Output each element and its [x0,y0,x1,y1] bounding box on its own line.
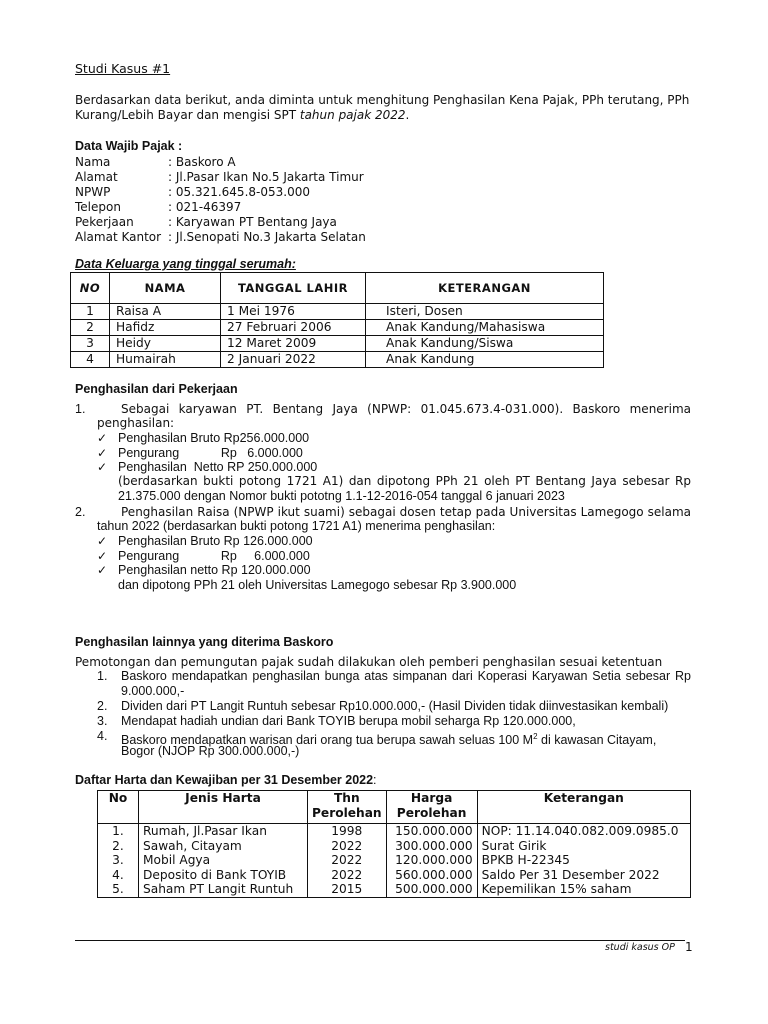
check-icon: ✓ [97,549,108,563]
intro-line-1: Berdasarkan data berikut, anda diminta untuk menghitung Penghasilan Kena Pajak, PPh terutang, PPh [75,93,690,107]
item-1-bullet-2: Pengurang Rp 6.000.000 [118,446,303,460]
lainnya-1-number: 1. [97,669,108,683]
lainnya-4-line-2: Bogor (NJOP Rp 300.000.000,-) [121,744,300,758]
table-row [98,868,691,883]
col-nama: NAMA [110,273,221,304]
wp-value-pekerjaan: : Karyawan PT Bentang Jaya [168,215,337,229]
area-superscript: 2 [533,732,538,741]
item-2-bullet-2: Pengurang Rp 6.000.000 [118,549,310,563]
wp-value-alamat-kantor: : Jl.Senopati No.3 Jakarta Selatan [168,230,366,244]
cell-thn: 2022 [308,868,387,883]
lainnya-intro: Pemotongan dan pemungutan pajak sudah dilakukan oleh pemberi penghasilan sesuai ketentuan [75,655,663,669]
wp-label-pekerjaan: Pekerjaan [75,215,134,229]
cell-thn: 2015 [308,882,387,897]
table-row [71,336,604,352]
col-thn-line-2: Perolehan [312,805,382,820]
col-thn-line-1: Thn [333,791,360,805]
lainnya-1-line-2: 9.000.000,- [121,684,185,698]
cell-no: 4 [71,352,110,368]
check-icon: ✓ [97,460,108,474]
wp-label-nama: Nama [75,155,111,169]
cell-jenis: Deposito di Bank TOYIB [139,868,308,883]
intro-tax-year: tahun pajak 2022 [299,108,406,122]
item-2-bullet-1: Penghasilan Bruto Rp 126.000.000 [118,534,313,548]
page-number: 1 [685,940,693,954]
cell-thn: 2022 [308,853,387,868]
cell-keterangan: Anak Kandung/Siswa [366,336,604,352]
lainnya-2-line-1: Dividen dari PT Langit Runtuh sebesar Rp10.000.000,- (Hasil Dividen tidak diinvestasikan kembali) [121,699,669,713]
intro-text: Kurang/Lebih Bayar dan mengisi SPT [75,108,300,122]
wp-label-alamat: Alamat [75,170,118,184]
family-table [70,272,604,368]
asset-table-header [98,791,691,824]
cell-nama: Heidy [110,336,221,352]
cell-no: 1 [71,304,110,320]
cell-thn: 1998 [308,824,387,839]
intro-line-2 [75,108,409,123]
item-2-line-2: tahun 2022 (berdasarkan bukti potong 1721 A1) menerima penghasilan: [97,519,496,533]
item-1-note-1: (berdasarkan bukti potong 1721 A1) dan dipotong PPh 21 oleh PT Bentang Jaya sebesar Rp [118,474,691,488]
lainnya-3-line-1: Mendapat hadiah undian dari Bank TOYIB berupa mobil seharga Rp 120.000.000, [121,714,576,728]
cell-jenis: Sawah, Citayam [139,839,308,854]
col-jenis-harta: Jenis Harta [139,791,308,824]
table-row [71,352,604,368]
cell-keterangan: Saldo Per 31 Desember 2022 [477,868,690,883]
warisan-location: di kawasan Citayam, [537,733,657,748]
col-tanggal-lahir: TANGGAL LAHIR [221,273,366,304]
item-1-bullet-1: Penghasilan Bruto Rp256.000.000 [118,431,310,445]
table-row [98,824,691,839]
wp-label-npwp: NPWP [75,185,111,199]
cell-keterangan: Kepemilikan 15% saham [477,882,690,897]
cell-nama: Humairah [110,352,221,368]
cell-no: 3 [71,336,110,352]
cell-keterangan: BPKB H-22345 [477,853,690,868]
cell-jenis: Mobil Agya [139,853,308,868]
col-harga-perolehan [386,791,477,824]
item-1-number: 1. [75,402,86,416]
cell-no: 5. [98,882,139,897]
cell-jenis: Saham PT Langit Runtuh [139,882,308,897]
cell-no: 2. [98,839,139,854]
col-no: No [98,791,139,824]
cell-keterangan: Surat Girik [477,839,690,854]
pekerjaan-heading: Penghasilan dari Pekerjaan [75,382,238,396]
wp-label-telepon: Telepon [75,200,121,214]
cell-nama: Hafidz [110,320,221,336]
table-row [71,320,604,336]
cell-tanggal: 27 Februari 2006 [221,320,366,336]
harta-heading-text: Daftar Harta dan Kewajiban per 31 Desember 2022 [75,773,374,787]
cell-keterangan: NOP: 11.14.040.082.009.0985.0 [477,824,690,839]
cell-nama: Raisa A [110,304,221,320]
item-2-bullet-3: Penghasilan netto Rp 120.000.000 [118,563,311,577]
wp-value-npwp: : 05.321.645.8-053.000 [168,185,310,199]
wp-value-telepon: : 021-46397 [168,200,242,214]
col-keterangan: KETERANGAN [366,273,604,304]
cell-keterangan: Anak Kandung [366,352,604,368]
footer-label: studi kasus OP [605,942,675,953]
keluarga-heading: Data Keluarga yang tinggal serumah: [75,257,296,271]
family-table-header [71,273,604,304]
check-icon: ✓ [97,534,108,548]
cell-jenis: Rumah, Jl.Pasar Ikan [139,824,308,839]
wp-value-alamat: : Jl.Pasar Ikan No.5 Jakarta Timur [168,170,364,184]
cell-harga: 120.000.000 [386,853,477,868]
lainnya-4-number: 4. [97,729,108,743]
col-harga-line-1: Harga [410,791,453,805]
item-1-line-2: penghasilan: [97,416,175,430]
col-harga-line-2: Perolehan [396,805,467,820]
wp-label-alamat-kantor: Alamat Kantor [75,230,162,244]
intro-period: . [405,108,410,122]
table-row [98,839,691,854]
footer-divider [75,940,685,941]
cell-harga: 150.000.000 [386,824,477,839]
col-thn-perolehan [308,791,387,824]
item-2-line-1: Penghasilan Raisa (NPWP ikut suami) sebagai dosen tetap pada Universitas Lamegogo selama [121,505,691,519]
page-title: Studi Kasus #1 [75,61,171,76]
lainnya-1-line-1: Baskoro mendapatkan penghasilan bunga atas simpanan dari Koperasi Karyawan Setia sebesar Rp [121,669,691,683]
lainnya-heading: Penghasilan lainnya yang diterima Baskoro [75,635,334,649]
cell-tanggal: 1 Mei 1976 [221,304,366,320]
table-row [71,304,604,320]
item-1-note-2: 21.375.000 dengan Nomor bukti pototng 1.1-12-2016-054 tanggal 6 januari 2023 [118,489,565,503]
item-1-bullet-3: Penghasilan Netto RP 250.000.000 [118,460,318,474]
harta-heading-colon: : [373,773,377,787]
wajib-pajak-heading: Data Wajib Pajak : [75,139,183,153]
check-icon: ✓ [97,563,108,577]
table-row [98,853,691,868]
cell-no: 1. [98,824,139,839]
cell-no: 3. [98,853,139,868]
cell-keterangan: Anak Kandung/Mahasiswa [366,320,604,336]
cell-harga: 560.000.000 [386,868,477,883]
cell-keterangan: Isteri, Dosen [366,304,604,320]
col-keterangan: Keterangan [477,791,690,824]
check-icon: ✓ [97,446,108,460]
col-no: NO [71,273,110,304]
cell-no: 4. [98,868,139,883]
wp-value-nama: : Baskoro A [168,155,236,169]
cell-no: 2 [71,320,110,336]
item-2-note-1: dan dipotong PPh 21 oleh Universitas Lamegogo sebesar Rp 3.900.000 [118,578,517,592]
item-1-line-1: Sebagai karyawan PT. Bentang Jaya (NPWP: 01.045.673.4-031.000). Baskoro menerima [121,402,691,416]
lainnya-3-number: 3. [97,714,108,728]
cell-tanggal: 2 Januari 2022 [221,352,366,368]
asset-table [97,790,691,898]
warisan-text: Baskoro mendapatkan warisan dari orang tua berupa sawah seluas 100 M [121,733,534,748]
check-icon: ✓ [97,431,108,445]
table-row [98,882,691,897]
cell-tanggal: 12 Maret 2009 [221,336,366,352]
cell-harga: 500.000.000 [386,882,477,897]
item-2-number: 2. [75,505,86,519]
lainnya-2-number: 2. [97,699,108,713]
cell-harga: 300.000.000 [386,839,477,854]
harta-heading [75,773,377,788]
cell-thn: 2022 [308,839,387,854]
